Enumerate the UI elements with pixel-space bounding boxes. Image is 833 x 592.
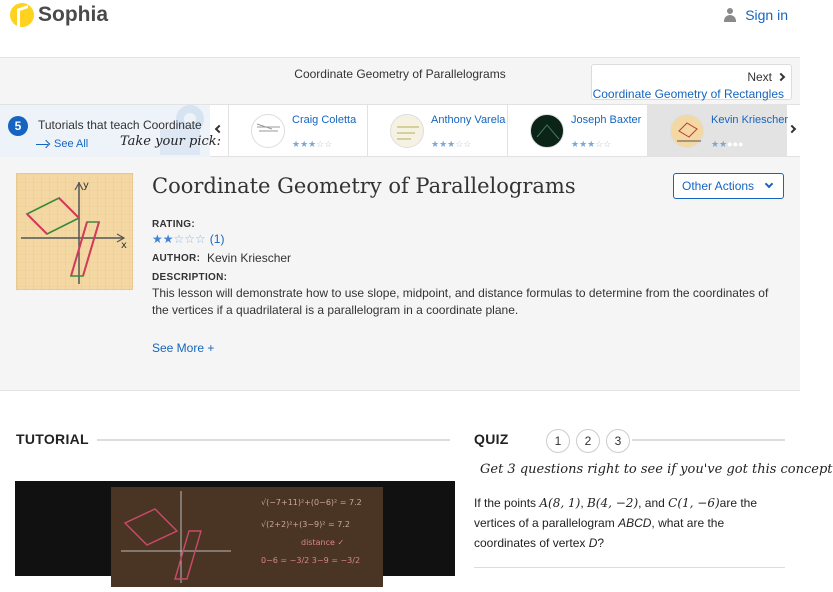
tutorial-heading: TUTORIAL: [16, 431, 89, 447]
lesson-title: Coordinate Geometry of Parallelograms: [152, 174, 576, 198]
tutorial-count-badge: 5: [8, 116, 28, 136]
quiz-question: If the points A(8, 1), B(4, −2), and C(1, −6)are the vertices of a parallelogram ABCD, what are the coordinates of vertex D?: [474, 496, 758, 550]
sign-in-link[interactable]: [723, 7, 788, 23]
svg-text:distance ✓: distance ✓: [301, 538, 345, 547]
tutorials-carousel: [0, 104, 800, 157]
point-b: B(4, −2): [586, 496, 639, 510]
question-text: If the points: [474, 496, 540, 510]
carousel-intro-text: Tutorials that teach Coordinate: [38, 118, 202, 132]
svg-text:x: x: [121, 240, 127, 251]
chevron-left-icon: [215, 125, 223, 133]
lesson-rating[interactable]: [152, 232, 224, 246]
tutorial-card-anthony-varela[interactable]: [367, 105, 507, 157]
carousel-intro: [0, 105, 222, 157]
tutorial-rating: ★★★☆☆: [292, 139, 333, 149]
chevron-down-icon: [765, 180, 773, 188]
carousel-prev-button[interactable]: [210, 105, 228, 157]
tutorial-thumb: [670, 114, 704, 148]
carousel-next-button[interactable]: [786, 105, 804, 157]
question-text: , what are the coordinates of vertex: [474, 516, 725, 550]
divider: [474, 567, 785, 568]
tutorial-thumb: [530, 114, 564, 148]
quiz-step-2[interactable]: 2: [576, 429, 600, 453]
person-icon: [723, 8, 737, 22]
rating-label: RATING:: [152, 219, 196, 230]
see-all-label: See All: [54, 138, 89, 150]
lesson-title-bar: [0, 58, 800, 104]
svg-text:√(2+2)²+(3−9)² = 7.2: √(2+2)²+(3−9)² = 7.2: [261, 520, 350, 529]
next-label: Next: [747, 70, 772, 84]
tutorial-author: Anthony Varela: [431, 114, 506, 126]
site-header: [0, 0, 800, 58]
star-icon: ★★: [152, 232, 174, 246]
svg-text:0−6 = −3/2 3−9 = −3/2: 0−6 = −3/2 3−9 = −3/2: [261, 556, 361, 565]
current-lesson-title: Coordinate Geometry of Parallelograms: [294, 67, 506, 81]
author-label: AUTHOR:: [152, 253, 201, 264]
brand-name: Sophia: [38, 3, 109, 26]
quiz-tagline: Get 3 questions right to see if you've got this concept: [480, 462, 833, 477]
tutorial-thumb: [251, 114, 285, 148]
tutorial-card-joseph-baxter[interactable]: [507, 105, 647, 157]
svg-text:y: y: [83, 180, 89, 191]
question-text: , and: [638, 496, 669, 510]
description-label: DESCRIPTION:: [152, 272, 228, 283]
chevron-right-icon: [777, 73, 785, 81]
next-lesson-title: Coordinate Geometry of Rectangles: [592, 87, 784, 101]
tutorial-rating: ★★★☆☆: [431, 139, 472, 149]
author-name: Kevin Kriescher: [207, 251, 292, 265]
chevron-right-icon: [788, 125, 796, 133]
other-actions-label: Other Actions: [682, 179, 755, 193]
video-frame: [111, 487, 383, 587]
see-more-link[interactable]: See More +: [152, 341, 215, 355]
vertex-d: D: [588, 536, 598, 550]
other-actions-button[interactable]: [673, 173, 784, 199]
tutorial-rating: ★★●●●: [711, 139, 744, 149]
question-text: ?: [597, 536, 605, 550]
tutorial-author: Craig Coletta: [292, 114, 357, 126]
tutorial-card-craig-coletta[interactable]: [228, 105, 368, 157]
point-c: C(1, −6): [668, 496, 720, 510]
lesson-thumbnail: [16, 173, 133, 290]
arrow-right-icon: [36, 144, 48, 145]
quiz-step-3[interactable]: 3: [606, 429, 630, 453]
star-empty-icon: ☆☆☆: [173, 232, 206, 246]
tutorial-video[interactable]: [15, 481, 455, 576]
parallelogram-name: ABCD: [618, 516, 652, 530]
rating-count: (1): [209, 232, 225, 246]
see-all-link[interactable]: [36, 138, 88, 150]
next-lesson-button[interactable]: [591, 64, 792, 100]
divider: [97, 439, 450, 441]
sophia-logo-icon: [10, 3, 34, 27]
sophia-logo[interactable]: [10, 3, 108, 27]
sign-in-label: Sign in: [745, 7, 788, 23]
tutorial-thumb: [390, 114, 424, 148]
tutorial-rating: ★★★☆☆: [571, 139, 612, 149]
lesson-description: This lesson will demonstrate how to use slope, midpoint, and distance formulas to determine from the coordinates of the vertices if a quadrilateral is a parallelogram in a coordinate plane.: [152, 286, 769, 317]
quiz-heading: QUIZ: [474, 431, 509, 447]
tutorial-card-kevin-kriescher[interactable]: [647, 105, 787, 157]
lesson-info: [0, 157, 800, 391]
divider: [632, 439, 785, 441]
tutorial-author: Kevin Kriescher: [711, 114, 789, 126]
tutorial-author: Joseph Baxter: [571, 114, 642, 126]
svg-text:√(−7+11)²+(0−6)² = 7.2: √(−7+11)²+(0−6)² = 7.2: [261, 498, 362, 507]
point-a: A(8, 1): [539, 496, 581, 510]
take-your-pick-label: Take your pick:: [120, 134, 222, 149]
quiz-step-1[interactable]: 1: [546, 429, 570, 453]
question-text: are the vertices of a parallelogram: [474, 496, 758, 530]
